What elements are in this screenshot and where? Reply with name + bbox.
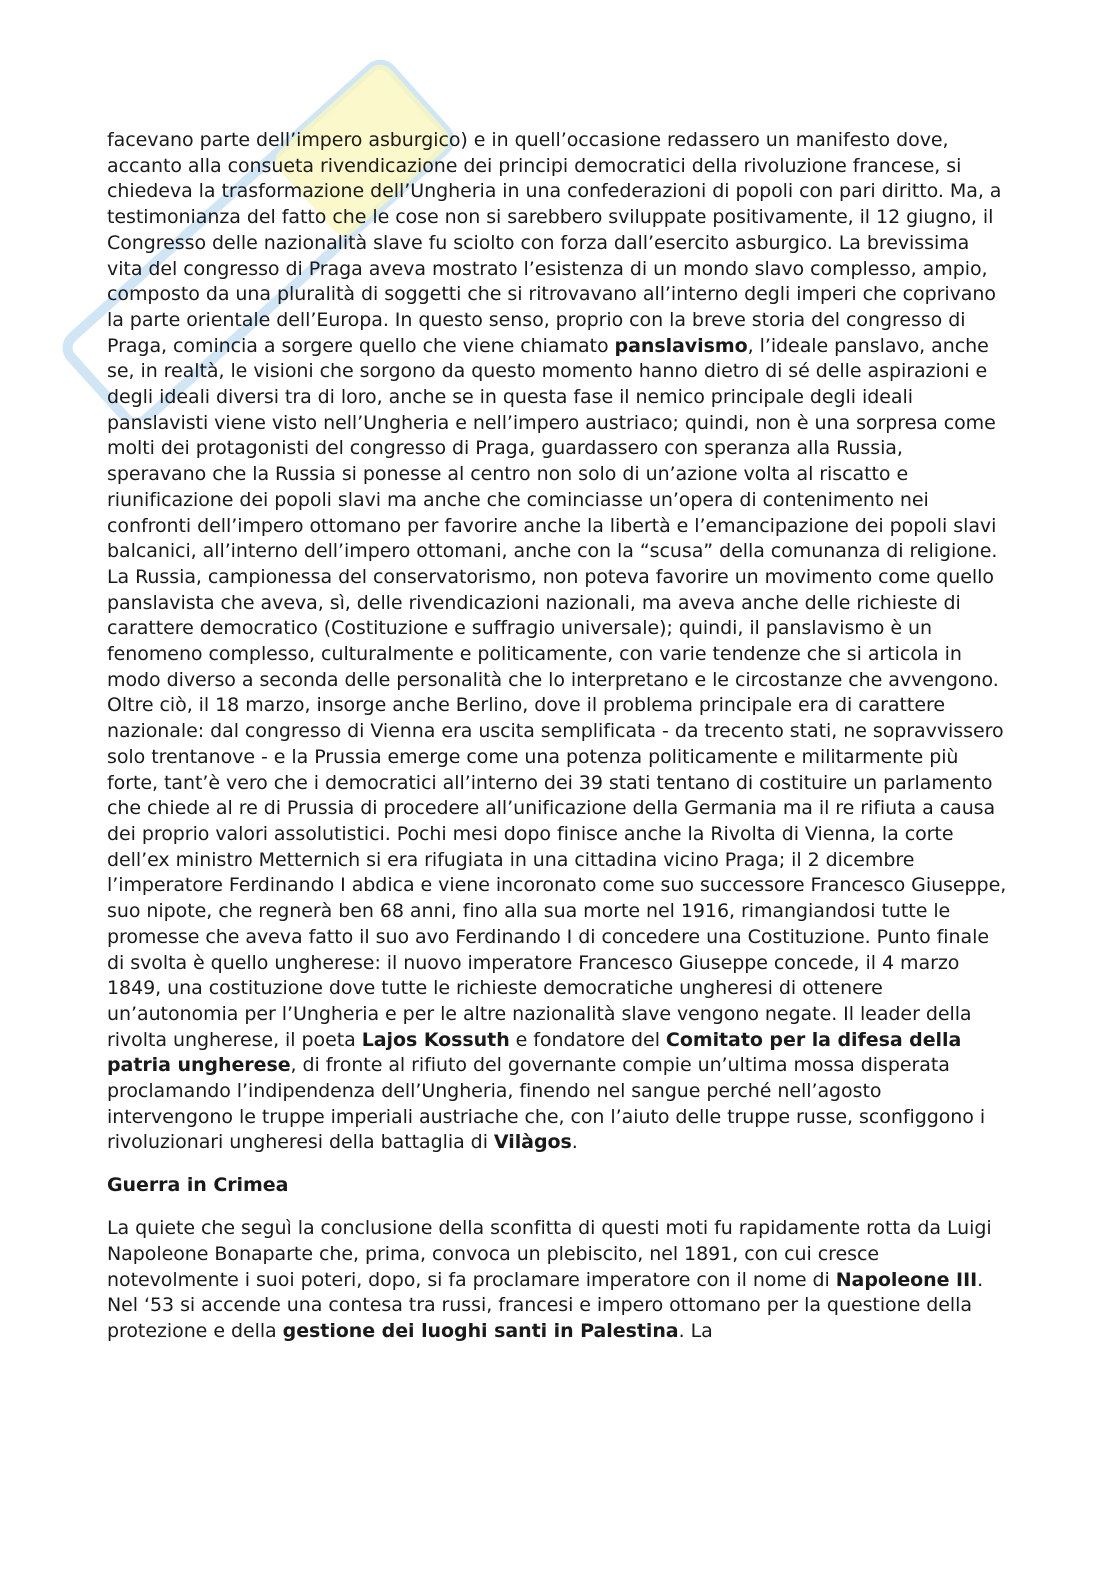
paragraph-crimea xyxy=(107,1216,1007,1345)
text-run: . Nel ‘53 si accende una contesa tra russi, francesi e impero ottomano per la questione della protezione e della xyxy=(107,1268,984,1342)
paragraph-main xyxy=(107,128,1007,1156)
text-run: , di fronte al rifiuto del governante compie un’ultima mossa disperata proclamando l’indipendenza dell’Ungheria, finendo nel sangue perché nell’agosto intervengono le truppe imperiali austriache che, con l’aiuto delle truppe russe, sconfiggono i rivoluzionari ungheresi della battaglia di xyxy=(107,1054,986,1154)
bold-term-vilagos: Vilàgos xyxy=(493,1131,572,1154)
text-run: La quiete che seguì la conclusione della sconfitta di questi moti fu rapidamente rotta da Luigi Napoleone Bonaparte che, prima, convoca un plebiscito, nel 1891, con cui cresce notevolmente i suoi poteri, dopo, si fa proclamare imperatore con il nome di xyxy=(107,1217,992,1291)
section-heading: Guerra in Crimea xyxy=(107,1174,289,1197)
text-run: . La xyxy=(678,1319,713,1342)
bold-term-comitato: Comitato per la difesa della patria ungherese xyxy=(107,1028,962,1077)
document-body xyxy=(107,128,1007,1345)
bold-term-luoghi-santi: gestione dei luoghi santi in Palestina xyxy=(282,1319,679,1342)
bold-term-lajos-kossuth: Lajos Kossuth xyxy=(361,1028,510,1051)
text-run: e fondatore del xyxy=(509,1028,666,1051)
text-run: . xyxy=(571,1131,578,1154)
text-run: facevano parte dell’impero asburgico) e in quell’occasione redassero un manifesto dove, accanto alla consueta rivendicazione dei principi democratici della rivoluzione francese, si chiedeva la trasformazione dell’Ungheria in una confederazioni di popoli con pari diritto. Ma, a testimonianza del fatto che le cose non si sarebbero sviluppate positivamente, il 12 giugno, il Congresso delle nazionalità slave fu sciolto con forza dall’esercito asburgico. La brevissima vita del congresso di Praga aveva mostrato l’esistenza di un mondo slavo complesso, ampio, composto da una pluralità di soggetti che si ritrovavano all’interno degli imperi che coprivano la parte orientale dell’Europa. In questo senso, proprio con la breve storia del congresso di Praga, comincia a sorgere quello che viene chiamato xyxy=(107,129,1002,357)
text-run: , l’ideale panslavo, anche se, in realtà, le visioni che sorgono da questo momento hanno dietro di sé delle aspirazioni e degli ideali diversi tra di loro, anche se in questa fase il nemico principale degli ideali panslavisti viene visto nell’Ungheria e nell’impero austriaco; quindi, non è una sorpresa come molti dei protagonisti del congresso di Praga, guardassero con speranza alla Russia, speravano che la Russia si ponesse al centro non solo di un’azione volta al riscatto e riunificazione dei popoli slavi ma anche che cominciasse un’opera di contenimento nei confronti dell’impero ottomano per favorire anche la libertà e l’emancipazione dei popoli slavi balcanici, all’interno dell’impero ottomani, anche con la “scusa” della comunanza di religione. La Russia, campionessa del conservatorismo, non poteva favorire un movimento come quello panslavista che aveva, sì, delle rivendicazioni nazionali, ma aveva anche delle richieste di carattere democratico (Costituzione e suffragio universale); quindi, il panslavismo è un fenomeno complesso, culturalmente e politicamente, con varie tendenze che si articola in modo diverso a seconda delle personalità che lo interpretano e le circostanze che avvengono. Oltre ciò, il 18 marzo, insorge anche Berlino, dove il problema principale era di carattere nazionale: dal congresso di Vienna era uscita semplificata - da trecento stati, ne sopravvissero solo trentanove - e la Prussia emerge come una potenza politicamente e militarmente più forte, tant’è vero che i democratici all’interno dei 39 stati tentano di costituire un parlamento che chiede al re di Prussia di procedere all’unificazione della Germania ma il re rifiuta a causa dei proprio valori assolutistici. Pochi mesi dopo finisce anche la Rivolta di Vienna, la corte dell’ex ministro Metternich si era rifugiata in una cittadina vicino Praga; il 2 dicembre l’imperatore Ferdinando I abdica e viene incoronato come suo successore Francesco Giuseppe, suo nipote, che regnerà ben 68 anni, fino alla sua morte nel 1916, rimangiandosi tutte le promesse che aveva fatto il suo avo Ferdinando I di concedere una Costituzione. Punto finale di svolta è quello ungherese: il nuovo imperatore Francesco Giuseppe concede, il 4 marzo 1849, una costituzione dove tutte le richieste democratiche ungheresi di ottenere un’autonomia per l’Ungheria e per le altre nazionalità slave vengono negate. Il leader della rivolta ungherese, il poeta xyxy=(107,334,1007,1051)
bold-term-panslavismo: panslavismo xyxy=(614,334,748,357)
bold-term-napoleone: Napoleone III xyxy=(835,1268,978,1291)
